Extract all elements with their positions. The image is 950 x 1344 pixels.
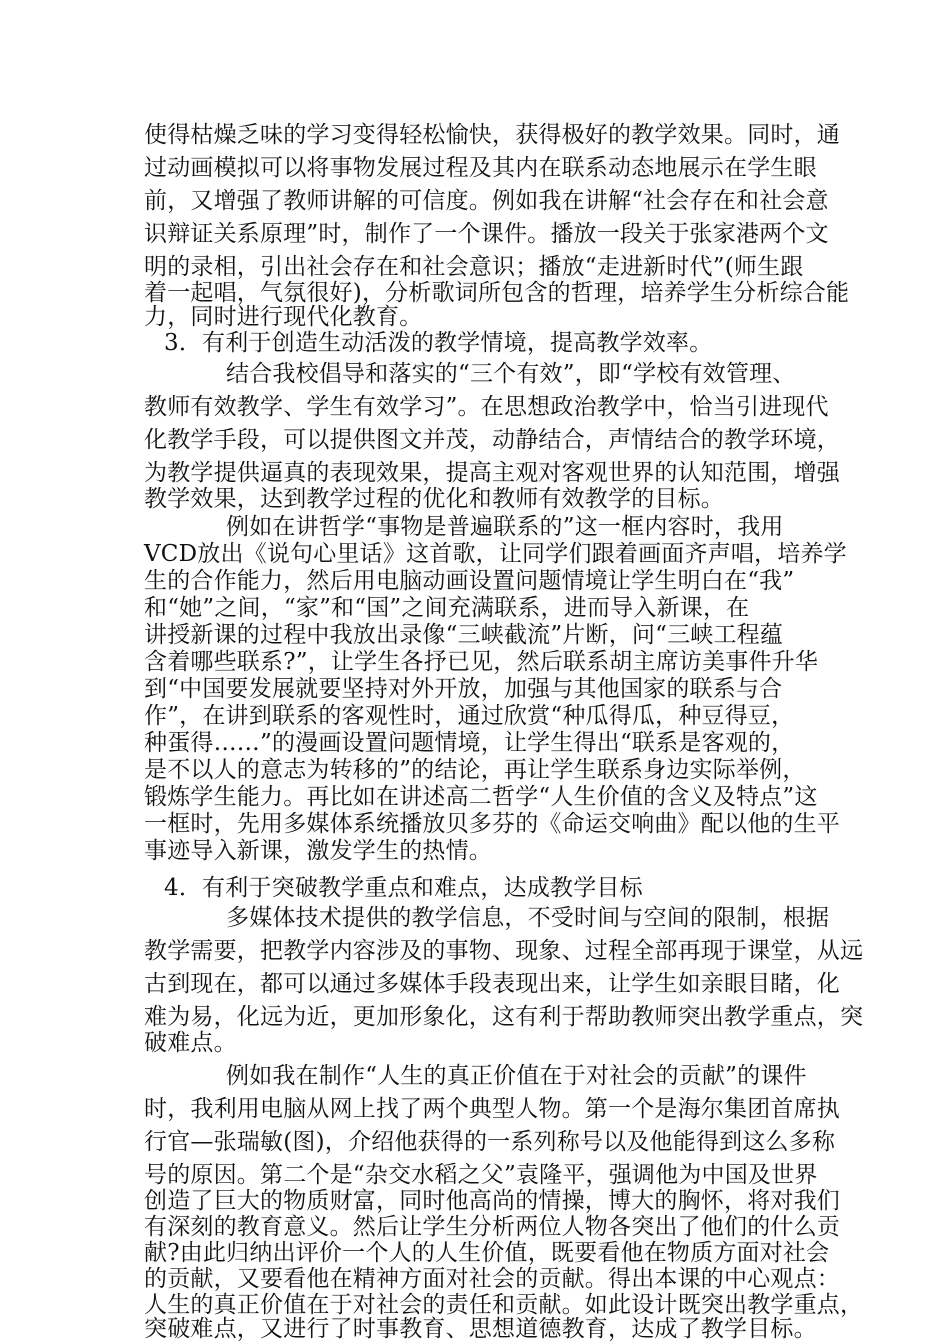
text-line: 教师有效教学、学生有效学习”。在思想政治教学中，恰当引进现代 (144, 394, 829, 420)
text-line: 前，又增强了教师讲解的可信度。例如我在讲解“社会存在和社会意 (144, 188, 829, 214)
text-line: 结合我校倡导和落实的“三个有效”，即“学校有效管理、 (226, 361, 796, 387)
text-line: 和“她”之间，“家”和“国”之间充满联系，进而导入新课，在 (144, 595, 750, 621)
text-line: 行官—张瑞敏(图)，介绍他获得的一系列称号以及他能得到这么多称 (144, 1129, 836, 1155)
text-line: 含着哪些联系?”，让学生各抒已见，然后联系胡主席访美事件升华 (144, 649, 819, 675)
text-line: 例如在讲哲学“事物是普遍联系的”这一框内容时，我用 (226, 514, 784, 540)
section-heading-4: 4．有利于突破教学重点和难点，达成教学目标 (164, 875, 643, 901)
text-line: 讲授新课的过程中我放出录像“三峡截流”片断，问“三峡工程蕴 (144, 622, 784, 648)
text-line: 创造了巨大的物质财富，同时他高尚的情操，博大的胸怀，将对我们 (144, 1188, 840, 1214)
text-line: 使得枯燥乏味的学习变得轻松愉快，获得极好的教学效果。同时，通 (144, 122, 840, 148)
text-line: 献?由此归纳出评价一个人的人生价值，既要看他在物质方面对社会 (144, 1240, 830, 1266)
text-line: 生的合作能力，然后用电脑动画设置问题情境让学生明白在“我” (144, 568, 795, 594)
text-line: 到“中国要发展就要坚持对外开放，加强与其他国家的联系与合 (144, 676, 783, 702)
text-line: 是不以人的意志为转移的”的结论，再让学生联系身边实际举例， (144, 757, 806, 783)
text-line: 过动画模拟可以将事物发展过程及其内在联系动态地展示在学生眼 (144, 155, 817, 181)
text-line: 作”，在讲到联系的客观性时，通过欣赏“种瓜得瓜，种豆得豆， (144, 703, 795, 729)
text-line: 教学需要，把教学内容涉及的事物、现象、过程全部再现于课堂，从远 (144, 938, 864, 964)
text-line: 号的原因。第二个是“杂交水稻之父”袁隆平，强调他为中国及世界 (144, 1162, 818, 1188)
text-line: 着一起唱，气氛很好)，分析歌词所包含的哲理，培养学生分析综合能 (144, 280, 850, 306)
text-line: 教学效果，达到教学过程的优化和教师有效教学的目标。 (144, 486, 724, 512)
text-line: 明的录相，引出社会存在和社会意识；播放“走进新时代”(师生跟 (144, 254, 804, 280)
text-line: 难为易，化远为近，更加形象化，这有利于帮助教师突出教学重点，突 (144, 1004, 864, 1030)
text-line: 有深刻的教育意义。然后让学生分析两位人物各突出了他们的什么贡 (144, 1214, 840, 1240)
text-line: 时，我利用电脑从网上找了两个典型人物。第一个是海尔集团首席执 (144, 1096, 840, 1122)
text-line: 多媒体技术提供的教学信息，不受时间与空间的限制，根据 (226, 905, 830, 931)
section-heading-3: 3．有利于创造生动活泼的教学情境，提高教学效率。 (164, 330, 713, 356)
text-line: 突破难点，又进行了时事教育、思想道德教育，达成了教学目标。 (144, 1316, 817, 1342)
text-line: 破难点。 (144, 1030, 237, 1056)
text-line: 为教学提供逼真的表现效果，提高主观对客观世界的认知范围，增强 (144, 460, 840, 486)
text-line: 种蛋得……”的漫画设置问题情境，让学生得出“联系是客观的， (144, 730, 795, 756)
text-line: 化教学手段，可以提供图文并茂，动静结合，声情结合的教学环境， (144, 427, 840, 453)
text-line: 例如我在制作“人生的真正价值在于对社会的贡献”的课件 (226, 1063, 807, 1089)
text-line: 古到现在，都可以通过多媒体手段表现出来，让学生如亲眼目睹，化 (144, 971, 840, 997)
text-line: 识辩证关系原理”时，制作了一个课件。播放一段关于张家港两个文 (144, 221, 829, 247)
text-line: 力，同时进行现代化教育。 (144, 304, 423, 330)
text-line: VCD放出《说句心里话》这首歌，让同学们跟着画面齐声唱，培养学 (144, 541, 847, 567)
text-line: 人生的真正价值在于对社会的责任和贡献。如此设计既突出教学重点， (144, 1292, 864, 1318)
text-line: 一框时，先用多媒体系统播放贝多芬的《命运交响曲》配以他的生平 (144, 811, 840, 837)
text-line: 的贡献，又要看他在精神方面对社会的贡献。得出本课的中心观点： (144, 1266, 840, 1292)
text-line: 事迹导入新课，激发学生的热情。 (144, 838, 492, 864)
text-line: 锻炼学生能力。再比如在讲述高二哲学“人生价值的含义及特点”这 (144, 784, 818, 810)
